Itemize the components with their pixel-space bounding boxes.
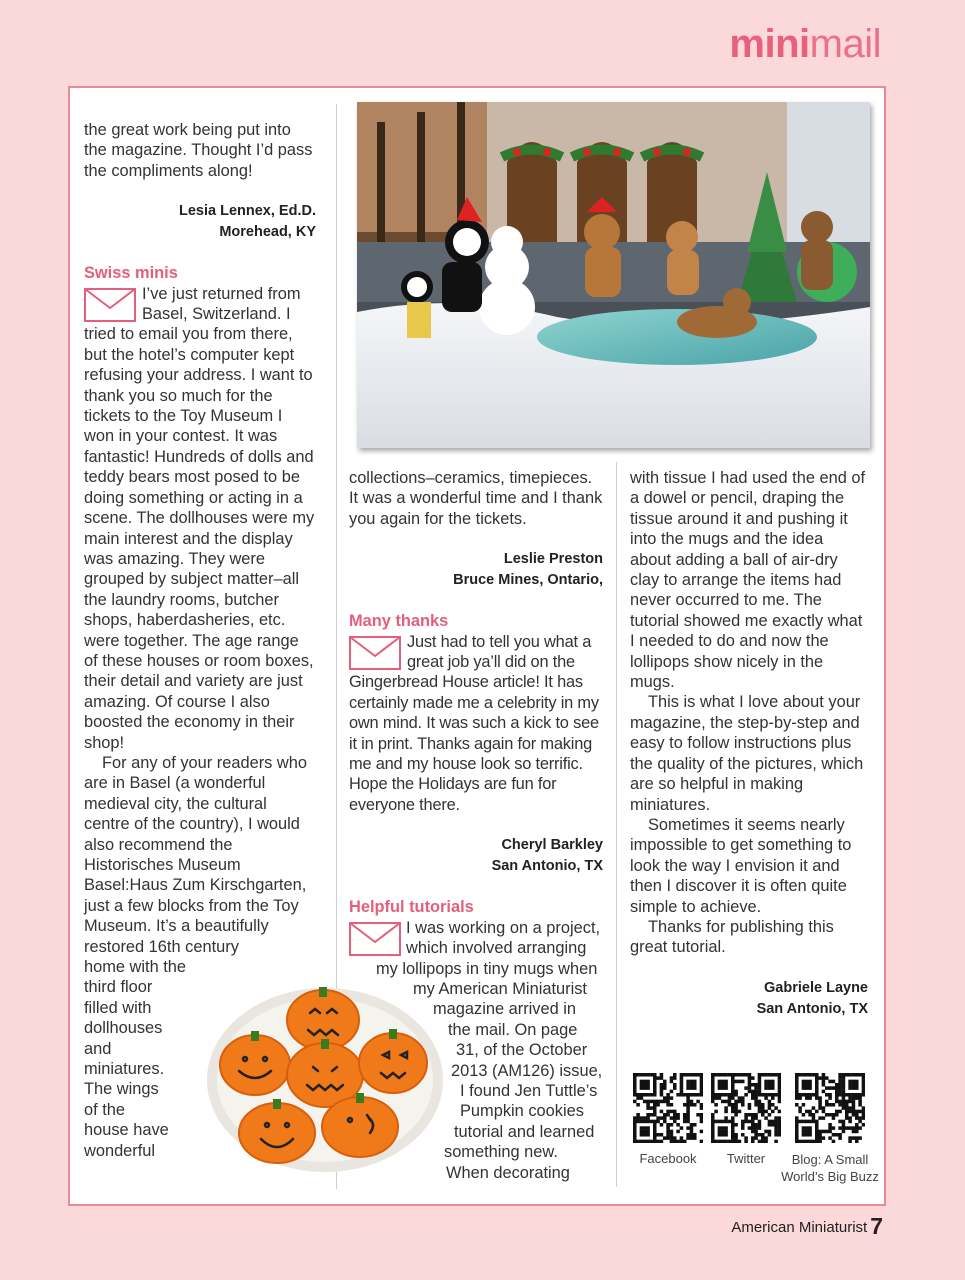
signature-name: Gabriele Layne	[764, 979, 868, 996]
wrapped-line: the mail. On page	[448, 1020, 578, 1039]
signature	[84, 201, 316, 243]
wrapped-line: When decorating	[446, 1163, 570, 1182]
wrapped-line: miniatures.	[84, 1060, 165, 1079]
wrapped-line: wonderful	[84, 1141, 156, 1160]
wrapped-line: something new.	[444, 1143, 558, 1162]
qr-facebook[interactable]	[632, 1073, 704, 1167]
letter-body: I’ve just returned from Basel, Switzerland. I tried to email you from there, but the hotel’s computer kept refusing your address. I want to thank you so much for the tickets to the Toy Museum I won in your contest. It was fantastic! Hundreds of dolls and teddy bears most posed to be doing something or acting in a scene. The dollhouses were my main interest and the display was amazing. They were grouped by subject matter–all the laundry rooms, butcher shops, haberdasheries, etc. were together. The age range of these houses or room boxes, their detail and variety are just amazing. Of course I also boosted the economy in their shop!	[84, 284, 315, 752]
column-divider-right	[616, 462, 617, 1187]
qr-label: Facebook	[639, 1151, 697, 1166]
letter-intro: the great work being put into the magazine. Thought I’d pass the compliments along!	[84, 121, 313, 180]
section-heading: Many thanks	[349, 612, 449, 631]
signature-place: San Antonio, TX	[756, 1000, 868, 1017]
wrapped-line: I was working on a project,	[406, 918, 601, 937]
wrapped-line: my American Miniaturist	[413, 979, 587, 998]
envelope-icon	[349, 922, 401, 956]
qr-twitter[interactable]	[710, 1073, 782, 1167]
signature-name: Leslie Preston	[503, 551, 603, 568]
wrapped-line: The wings	[84, 1080, 159, 1099]
wrapped-line: 31, of the October	[456, 1041, 588, 1060]
wrapped-line: I found Jen Tuttle’s	[460, 1081, 598, 1100]
wrapped-line: third floor	[84, 978, 153, 997]
wrapped-line: dollhouses	[84, 1019, 163, 1038]
letter-body: Sometimes it seems nearly impossible to get something to look the way I envision it and then I discover it is often quite simple to achieve.	[630, 815, 852, 916]
signature-name: Lesia Lennex, Ed.D.	[179, 203, 316, 220]
signature-place: San Antonio, TX	[491, 858, 603, 875]
envelope-icon	[349, 636, 401, 670]
letter-body: For any of your readers who are in Basel (a wonderful medieval city, the cultural centre of the country), I would also recommend the Historisches Museum Basel:Haus Zum Kirschgarten, just a few blocks from the Toy Museum. It’s a beautifully restored 16th century	[84, 753, 307, 956]
wrapped-line: which involved arranging	[406, 939, 587, 958]
signature	[349, 549, 603, 591]
page-footer	[731, 1213, 883, 1241]
letter-body: Thanks for publishing this great tutorial.	[630, 917, 834, 957]
wrapped-line: my lollipops in tiny mugs when	[376, 959, 598, 978]
wrapped-line: and	[84, 1039, 112, 1058]
gingerbread-scene-photo	[357, 102, 870, 448]
letter-body: This is what I love about your magazine, the step-by-step and easy to follow instructions plus the quality of the pictures, which are so helpful in making miniatures.	[630, 693, 864, 814]
qr-label: Twitter	[726, 1151, 766, 1166]
wrapped-line: home with the	[84, 958, 187, 977]
section-heading: Helpful tutorials	[349, 898, 474, 917]
signature-name: Cheryl Barkley	[501, 837, 603, 854]
title-light: mail	[809, 22, 881, 66]
page-title	[729, 24, 881, 64]
letter-body: Just had to tell you what a great job ya’ll did on the Gingerbread House article! It has certainly made me a celebrity in my own mind. It was such a kick to see it in print. Thanks again for making me and my house look so terrific. Hope the Holidays are fun for everyone there.	[349, 632, 599, 814]
wrapped-line: 2013 (AM126) issue,	[451, 1061, 603, 1080]
qr-code-icon	[795, 1073, 865, 1143]
wrapped-line: house have	[84, 1121, 169, 1140]
wrapped-line: Pumpkin cookies	[460, 1102, 584, 1121]
letter-body: with tissue I had used the end of a dowel or pencil, draping the tissue around it and pushing it into the mugs and the idea about adding a ball of air-dry clay to arrange the items had never occurred to me. The tutorial showed me exactly what I needed to do and now the lollipops show nicely in the mugs.	[630, 469, 866, 692]
envelope-icon	[84, 288, 136, 322]
wrapped-line: tutorial and learned	[454, 1122, 595, 1141]
signature	[630, 978, 868, 1020]
column-3	[630, 468, 868, 1020]
wrapped-line: magazine arrived in	[433, 1000, 577, 1019]
qr-label: Blog: A Small World’s Big Buzz	[781, 1152, 879, 1184]
magazine-name: American Miniaturist	[731, 1219, 868, 1236]
signature-place: Bruce Mines, Ontario,	[453, 572, 603, 589]
qr-blog[interactable]	[780, 1073, 880, 1185]
page-number: 7	[870, 1213, 883, 1239]
wrapped-line: filled with	[84, 998, 152, 1017]
qr-code-icon	[711, 1073, 781, 1143]
title-bold: mini	[729, 22, 810, 66]
pumpkin-cookies-photo	[205, 975, 455, 1175]
signature	[349, 835, 603, 877]
signature-place: Morehead, KY	[219, 224, 316, 241]
qr-code-icon	[633, 1073, 703, 1143]
letter-intro: collections–ceramics, timepieces. It was a wonderful time and I thank you again for the tickets.	[349, 469, 603, 528]
wrapped-line: of the	[84, 1100, 126, 1119]
section-heading: Swiss minis	[84, 264, 178, 283]
